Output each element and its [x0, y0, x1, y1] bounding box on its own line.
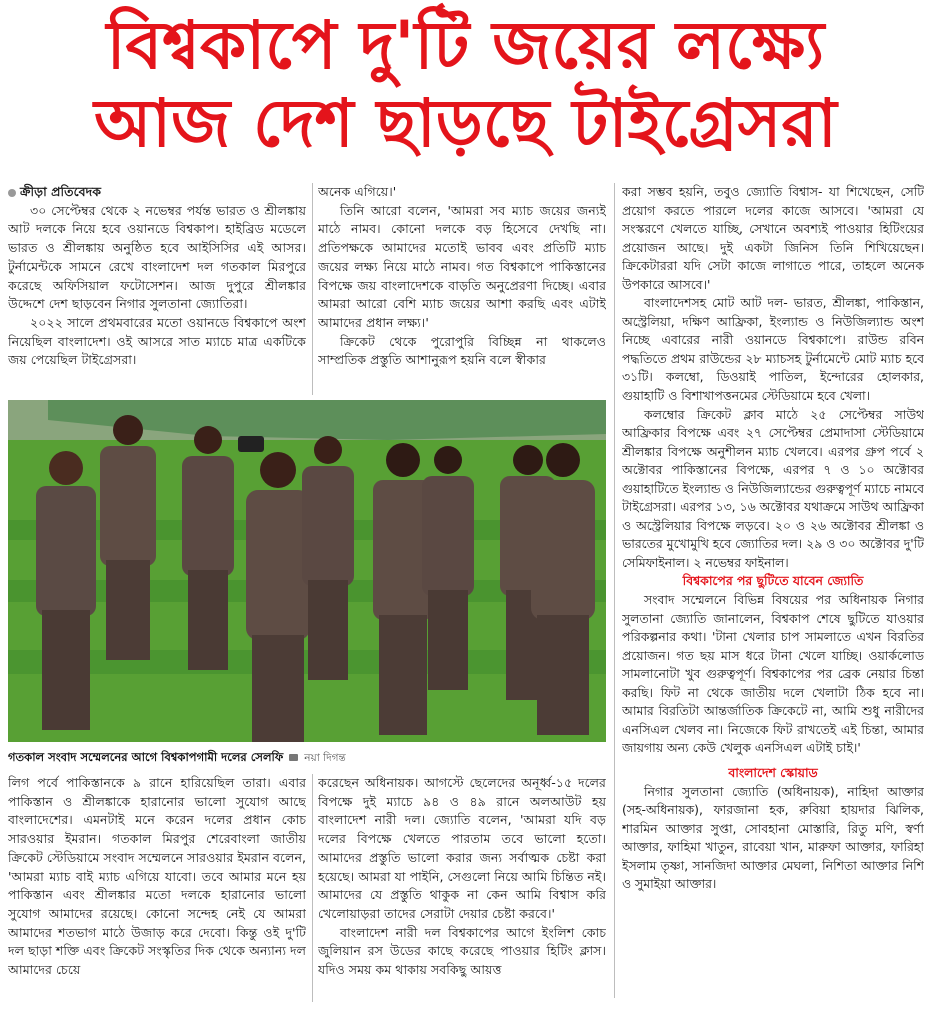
photo-illustration [8, 400, 606, 742]
photo-credit: নয়া দিগন্ত [304, 752, 346, 764]
column-3 [622, 183, 924, 1003]
paragraph: করেছেন অধিনায়ক। আগস্টে ছেলেদের অনূর্ধ্ব-১৫ দলের বিপক্ষে দুই ম্যাচে ৯৪ ও ৪৯ রানে অলআউট হয় বাংলাদেশ নারী দল। জ্যোতি বলেন, 'আমরা যদি বড় দলের বিপক্ষে খেলতে পারতাম তবে ভালো হতো। আমাদের প্রস্তুতি ভালো করার জন্য সর্বাত্মক চেষ্টা করা হয়েছে। আমরা যা পাইনি, সেগুলো নিয়ে আমি চিন্তিত নই। আমাদের যে প্রস্তুতি থাকুক না কেন আমি বিশ্বাস করি খেলোয়াড়রা তাদের সেরাটা দেয়ার চেষ্টা করবে।' [318, 775, 606, 921]
paragraph: তিনি আরো বলেন, 'আমরা সব ম্যাচ জয়ের জন্যই মাঠে নামব। কোনো দলকে বড় হিসেবে দেখছি না। প্রতিপক্ষকে আমাদের মতোই ভাবব এবং প্রতিটি ম্যাচ জয়ের লক্ষ্য নিয়ে মাঠে নামব। গত বিশ্বকাপে পাকিস্তানের বিপক্ষে জয় বাংলাদেশকে বাড়তি অনুপ্রেরণা দিচ্ছে। এবার আমরা আরো বেশি ম্যাচ জয়ের আশা করছি এবং এটাই আমাদের প্রধান লক্ষ্য।' [318, 202, 606, 330]
paragraph: করা সম্ভব হয়নি, তবুও জ্যোতি বিশ্বাস- যা শিখেছেন, সেটি প্রয়োগ করতে পারলে দলের কাজে আসবে। 'আমরা যে সংস্করণে খেলতে যাচ্ছি, সেখানে অবশ্যই পাওয়ার হিটিংয়ের প্রয়োজন আছে। দুই একটা জিনিস তিনি শিখিয়েছেন। ক্রিকেটাররা যদি সেটা কাজে লাগাতে পারে, তাহলে অনেক উপকারে আসবে।' [622, 184, 924, 292]
byline-text: ক্রীড়া প্রতিবেদক [20, 184, 102, 199]
paragraph: অনেক এগিয়ে।' [318, 184, 397, 199]
column-2 [318, 183, 606, 393]
team-selfie-photo [8, 400, 606, 742]
headline-line-2: আজ দেশ ছাড়ছে টাইগ্রেসরা [94, 85, 837, 162]
caption-text: গতকাল সংবাদ সম্মেলনের আগে বিশ্বকাপগামী দলের সেলফি [8, 750, 284, 764]
column-5 [318, 774, 606, 1004]
headline-line-1: বিশ্বকাপে দু'টি জয়ের লক্ষ্যে [106, 7, 825, 84]
bullet-icon [8, 189, 16, 197]
paragraph: নিগার সুলতানা জ্যোতি (অধিনায়ক), নাহিদা আক্তার (সহ-অধিনায়ক), ফারজানা হক, রুবিয়া হায়দার ঝিলিক, শারমিন আক্তার সুপ্তা, সোবহানা মোস্তারি, রিতু মণি, স্বর্ণা আক্তার, ফাহিমা খাতুন, রাবেয়া খান, মারুফা আক্তার, ফারিহা ইসলাম তৃষ্ণা, সানজিদা আক্তার মেঘলা, নিশিতা আক্তার নিশি ও সুমাইয়া আক্তার। [622, 783, 924, 892]
column-4 [8, 774, 306, 1004]
column-1 [8, 183, 306, 393]
paragraph: বাংলাদেশ নারী দল বিশ্বকাপের আগে ইংলিশ কোচ জুলিয়ান রস উডের কাছে করেছে পাওয়ার হিটিং ক্লাস। যদিও সময় কম থাকায় সবকিছু আয়ত্ত [318, 924, 606, 978]
paragraph: ক্রিকেট থেকে পুরোপুরি বিচ্ছিন্ন না থাকলেও সাম্প্রতিক প্রস্তুতি আশানুরূপ হয়নি বলে স্বীকার [318, 333, 606, 368]
paragraph: লিগ পর্বে পাকিস্তানকে ৯ রানে হারিয়েছিল তারা। এবার পাকিস্তান ও শ্রীলঙ্কাকে হারানোর ভালো সুযোগ আছে বাংলাদেশের। এমনটাই মনে করেন দলের প্রধান কোচ সারওয়ার ইমরান। গতকাল মিরপুর শেরেবাংলা জাতীয় ক্রিকেট স্টেডিয়ামে সংবাদ সম্মেলনে সারওয়ার ইমরান বলেন, 'আমরা ম্যাচ বাই ম্যাচ এগিয়ে যাবো। তবে আমার মনে হয় পাকিস্তান এবং শ্রীলঙ্কার মতো দলকে হারানোর ভালো সুযোগ আমাদের রয়েছে। কোনো সন্দেহ নেই যে আমরা আমাদের শতভাগ মাঠে উজাড় করে দেবো। কিন্তু ওই দু'টি দল ছাড়া শক্তি এবং ক্রিকেট সংস্কৃতির দিক থেকে অন্যান্য দল আমাদের চেয়ে [8, 775, 306, 978]
column-divider [614, 183, 615, 998]
column-divider [312, 774, 313, 1002]
paragraph: ৩০ সেপ্টেম্বর থেকে ২ নভেম্বর পর্যন্ত ভারত ও শ্রীলঙ্কায় আট দলকে নিয়ে হবে ওয়ানডে বিশ্বকাপ। হাইব্রিড মডেলে ভারত ও শ্রীলঙ্কায় অনুষ্ঠিত হবে আইসিসির এই আসর। টুর্নামেন্টকে সামনে রেখে বাংলাদেশ দল গতকাল মিরপুরে করেছে অফিসিয়াল ফটোসেশন। আজ দুপুরে শ্রীলঙ্কার উদ্দেশে দেশ ছাড়বেন নিগার সুলতানা জ্যোতিরা। [8, 202, 306, 312]
photo-caption [8, 748, 606, 766]
paragraph: বাংলাদেশসহ মোট আট দল- ভারত, শ্রীলঙ্কা, পাকিস্তান, অস্ট্রেলিয়া, দক্ষিণ আফ্রিকা, ইংল্যান্ড ও নিউজিল্যান্ড অংশ নিচ্ছে এবারের নারী ওয়ানডে বিশ্বকাপে। রাউন্ড রবিন পদ্ধতিতে প্রথম রাউন্ডের ২৮ ম্যাচসহ টুর্নামেন্টে মোট ম্যাচ হবে ৩১টি। কলম্বো, ডিওয়াই পাতিল, ইন্দোরের হোলকার, গুয়াহাটি ও বিশাখাপত্তনমের স্টেডিয়ামে হবে খেলা। [622, 295, 924, 404]
camera-icon [289, 754, 298, 761]
paragraph: কলম্বোর ক্রিকেট ক্লাব মাঠে ২৫ সেপ্টেম্বর সাউথ আফ্রিকার বিপক্ষে এবং ২৭ সেপ্টেম্বর প্রেমাদাসা স্টেডিয়ামে শ্রীলঙ্কার বিপক্ষে অনুশীলন ম্যাচ খেলবে। এরপর গ্রুপ পর্বে ২ অক্টোবর পাকিস্তানের বিপক্ষে, এরপর ৭ ও ১০ অক্টোবর গুয়াহাটিতে ইংল্যান্ড ও নিউজিল্যান্ডের গুরুত্বপূর্ণ ম্যাচে নামবে টাইগ্রেসরা। এরপর ১৩, ১৬ অক্টোবর যথাক্রমে সাউথ আফ্রিকা ও অস্ট্রেলিয়ার বিপক্ষে লড়বে। ২০ ও ২৬ অক্টোবর শ্রীলঙ্কা ও ভারতের মুখোমুখি হবে জ্যোতির দল। ২৯ ও ৩০ অক্টোবর দু'টি সেমিফাইনাল। ২ নভেম্বর ফাইনাল। [622, 406, 924, 570]
subheading: বিশ্বকাপের পর ছুটিতে যাবেন জ্যোতি [682, 573, 864, 589]
subheading: বাংলাদেশ স্কোয়াড [728, 764, 818, 780]
paragraph: সংবাদ সম্মেলনে বিভিন্ন বিষয়ের পর অধিনায়ক নিগার সুলতানা জ্যোতি জানালেন, বিশ্বকাপ শেষে ছুটিতে যাওয়ার পরিকল্পনার কথা। 'টানা খেলার চাপ সামলাতে এখন বিরতির প্রয়োজন। গত ছয় মাস ধরে টানা খেলে যাচ্ছি। ওয়ার্কলোড সামলানোটা খুব গুরুত্বপূর্ণ। বিশ্বকাপের পর ব্রেক নেয়ার চিন্তা করছি। ফিট না থেকে জাতীয় দলে খেলাটা ঠিক হবে না। আমার বিরতিটা আন্তর্জাতিক ক্রিকেটে না, আমি শুধু নারীদের এনসিএল খেলব না। নিজেকে ফিট রাখতেই এই চিন্তা, আমার জায়গায় অন্য কেউ খেলুক এনসিএল এটাই চাই।' [622, 592, 924, 756]
byline [8, 183, 306, 202]
column-divider [312, 183, 313, 395]
paragraph: ২০২২ সালে প্রথমবারের মতো ওয়ানডে বিশ্বকাপে অংশ নিয়েছিল বাংলাদেশ। ওই আসরে সাত ম্যাচে মাত্র একটিকে জয় পেয়েছিল টাইগ্রেসরা। [8, 314, 306, 368]
